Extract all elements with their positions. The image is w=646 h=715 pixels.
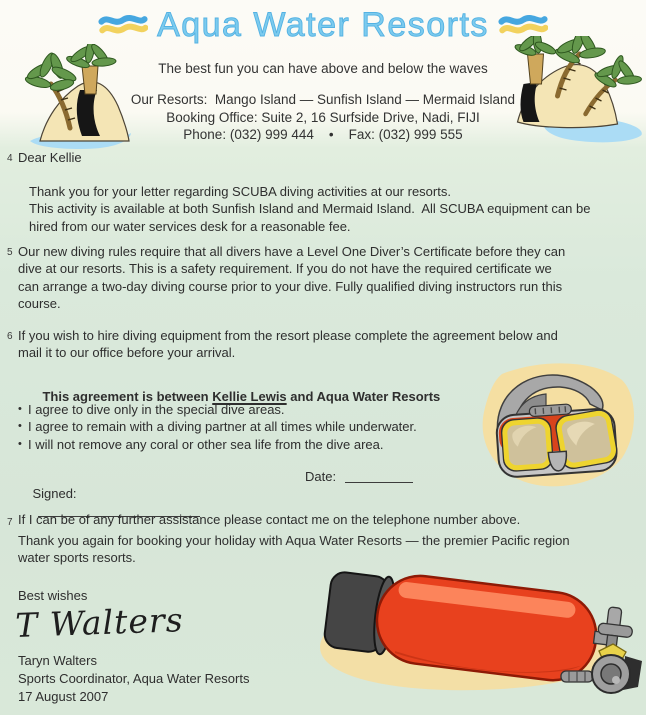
margin-number: 5 — [7, 247, 13, 258]
date-blank-line — [345, 469, 413, 483]
resorts-line: Our Resorts: Mango Island — Sunfish Island — Mermaid Island — [130, 92, 516, 107]
agreement-bullet-list — [18, 401, 417, 453]
bullet-icon: • — [18, 420, 22, 433]
paragraph-line: If you wish to hire diving equipment from the resort please complete the agreement below and — [18, 328, 558, 343]
bullet-icon: • — [18, 403, 22, 415]
signatory-name: Taryn Walters — [18, 653, 97, 668]
salutation: Dear Kellie — [18, 150, 82, 165]
closing: Best wishes — [18, 588, 88, 603]
letter-date: 17 August 2007 — [18, 689, 109, 704]
paragraph-rules — [18, 243, 565, 312]
paragraph-line: hired from our water services desk for a reasonable fee. — [29, 218, 351, 234]
bullet-text: I will not remove any coral or other sea life from the dive area. — [28, 436, 384, 452]
handwritten-signature: T Walters — [14, 600, 185, 645]
margin-number: 4 — [7, 153, 13, 164]
booking-line: Booking Office: Suite 2, 16 Surfside Drive, Nadi, FIJI — [166, 110, 480, 125]
paragraph-line: dive at our resorts. This is a safety requirement. If you do not have the required certificate we — [18, 261, 552, 277]
page-title: Aqua Water Resorts — [157, 6, 489, 44]
paragraph-line: mail it to our office before your arrival. — [18, 345, 236, 361]
paragraph-thanks — [29, 183, 590, 235]
paragraph-line: course. — [18, 295, 61, 311]
tagline: The best fun you can have above and below the waves — [158, 61, 488, 76]
dive-mask-icon — [468, 356, 644, 504]
paragraph-line: This activity is available at both Sunfish Island and Mermaid Island. All SCUBA equipment can be — [29, 201, 591, 217]
list-item — [18, 436, 417, 453]
margin-number: 6 — [7, 331, 13, 342]
phone-line: Phone: (032) 999 444 • Fax: (032) 999 555 — [183, 127, 463, 142]
agreement-party-name: Kellie Lewis — [212, 389, 287, 405]
paragraph-line: can arrange a two-day diving course prior to your dive. Fully qualified diving instructors run this — [18, 278, 563, 294]
signatory-role: Sports Coordinator, Aqua Water Resorts — [18, 671, 250, 686]
list-item — [18, 418, 417, 435]
paragraph-line: Thank you for your letter regarding SCUBA diving activities at our resorts. — [29, 184, 451, 199]
agreement-suffix: and Aqua Water Resorts — [286, 389, 441, 405]
paragraph-line: Our new diving rules require that all divers have a Level One Diver’s Certificate before they can — [18, 244, 566, 259]
signed-label: Signed: — [32, 486, 77, 502]
scuba-tank-icon — [298, 550, 646, 712]
wave-icon — [98, 12, 148, 40]
agreement-prefix: This agreement is between — [42, 389, 213, 405]
margin-number: 7 — [7, 517, 13, 528]
bullet-text: I agree to dive only in the special dive areas. — [28, 402, 285, 417]
paragraph-line: water sports resorts. — [18, 550, 136, 566]
bullet-text: I agree to remain with a diving partner at all times while underwater. — [28, 419, 417, 435]
bullet-icon: • — [18, 437, 22, 450]
list-item — [18, 401, 417, 418]
paragraph-line: Thank you again for booking your holiday with Aqua Water Resorts — the premier Pacific region — [18, 533, 570, 548]
paragraph-assistance: If I can be of any further assistance please contact me on the telephone number above. — [18, 512, 521, 527]
date-label: Date: — [305, 469, 337, 484]
